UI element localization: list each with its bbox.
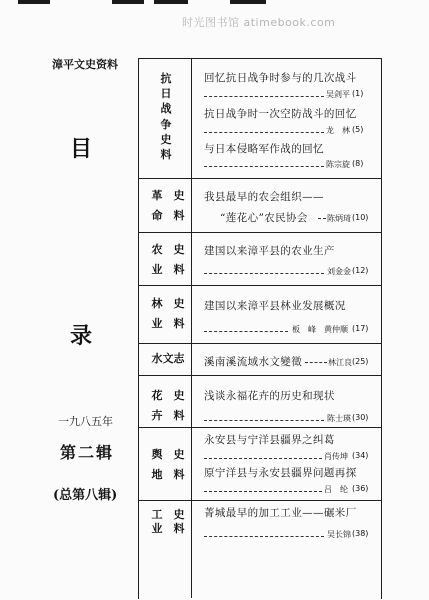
entry-page: (36)	[352, 484, 369, 493]
row-divider	[138, 375, 382, 376]
watermark: 时光图书馆 atimebook.com	[182, 16, 336, 29]
entry-page: (10)	[352, 213, 369, 222]
entry-page: (34)	[352, 451, 369, 460]
leader-line	[318, 218, 326, 219]
entry-page: (17)	[352, 324, 369, 333]
entry-author: 林江良	[328, 358, 352, 367]
toc-title-char-1: 目	[70, 136, 93, 162]
entry-page: (5)	[352, 125, 364, 134]
entry-author: 肖传坤	[324, 452, 348, 461]
row-divider	[138, 285, 382, 286]
section-label-hydrology: 水文志	[151, 352, 185, 365]
entry-author: 龙 林	[326, 126, 350, 135]
section-label-industry: 工 史 业 料	[151, 508, 185, 536]
entry-page: (12)	[352, 266, 369, 275]
volume-number: 第二辑	[60, 443, 115, 462]
entry-title: 与日本侵略军作战的回忆	[204, 143, 324, 155]
entry-author: 板 峰 黄仲顺	[292, 325, 348, 334]
leader-line	[204, 331, 288, 332]
row-divider	[138, 427, 382, 428]
entry-title: 菁城最早的加工工业——碾米厂	[204, 507, 357, 519]
entry-title: 永安县与宁洋县疆界之纠葛	[204, 434, 335, 446]
entry-title: 原宁洋县与永安县疆界问题再探	[204, 467, 357, 479]
leader-line	[204, 166, 324, 167]
leader-line	[204, 96, 324, 97]
entry-title: 建国以来漳平县林业发展概况	[204, 300, 346, 312]
entry-title: 我县最早的农会组织——	[204, 191, 324, 203]
entry-title: “莲花心”农民协会	[220, 212, 308, 224]
section-label-flowers: 花 史 卉 料	[151, 389, 185, 422]
entry-page: (8)	[352, 159, 364, 168]
section-label-anti-japanese-war: 抗 日 战 争 史 料	[160, 72, 172, 161]
entry-author: 陈炳琦	[327, 214, 351, 223]
row-divider	[138, 178, 382, 179]
entry-title: 浅谈永福花卉的历史和现状	[204, 390, 335, 402]
series-name: 漳平文史资料	[52, 58, 118, 71]
entry-author: 吕 纶	[324, 485, 348, 494]
publication-year: 一九八五年	[58, 415, 113, 428]
entry-page: (38)	[352, 529, 369, 538]
entry-page: (1)	[352, 89, 364, 98]
entry-author: 吴剑平	[326, 90, 350, 99]
row-divider	[138, 232, 382, 233]
entry-author: 陈士瑛	[327, 414, 351, 423]
entry-title: 溪南溪流域水文變徵	[204, 356, 303, 368]
row-divider	[138, 343, 382, 344]
leader-line	[204, 458, 322, 459]
leader-line	[204, 491, 322, 492]
section-label-forestry: 林 史 业 料	[151, 297, 185, 330]
leader-line	[204, 536, 324, 537]
entry-title: 抗日战争时一次空防战斗的回忆	[204, 108, 357, 120]
entry-title: 建国以来漳平县的农业生产	[204, 245, 335, 257]
entry-page: (30)	[352, 413, 369, 422]
entry-author: 刘金金	[327, 267, 351, 276]
row-divider	[138, 500, 382, 501]
leader-line	[204, 273, 324, 274]
toc-title-char-2: 录	[70, 323, 93, 349]
section-label-revolution: 革 史 命 料	[151, 189, 185, 222]
leader-line	[204, 132, 324, 133]
entry-author: 吴长锦	[327, 530, 351, 539]
entry-title: 回忆抗日战争时参与的几次战斗	[204, 72, 357, 84]
leader-line	[204, 420, 324, 421]
leader-line	[305, 362, 327, 363]
column-divider	[191, 58, 192, 598]
section-label-geography: 舆 史 地 料	[151, 448, 185, 481]
entry-page: (25)	[352, 357, 369, 366]
total-volume-number: (总第八辑)	[53, 488, 118, 503]
entry-author: 陈宗旋	[326, 160, 350, 169]
section-label-agriculture: 农 史 业 料	[151, 243, 185, 276]
